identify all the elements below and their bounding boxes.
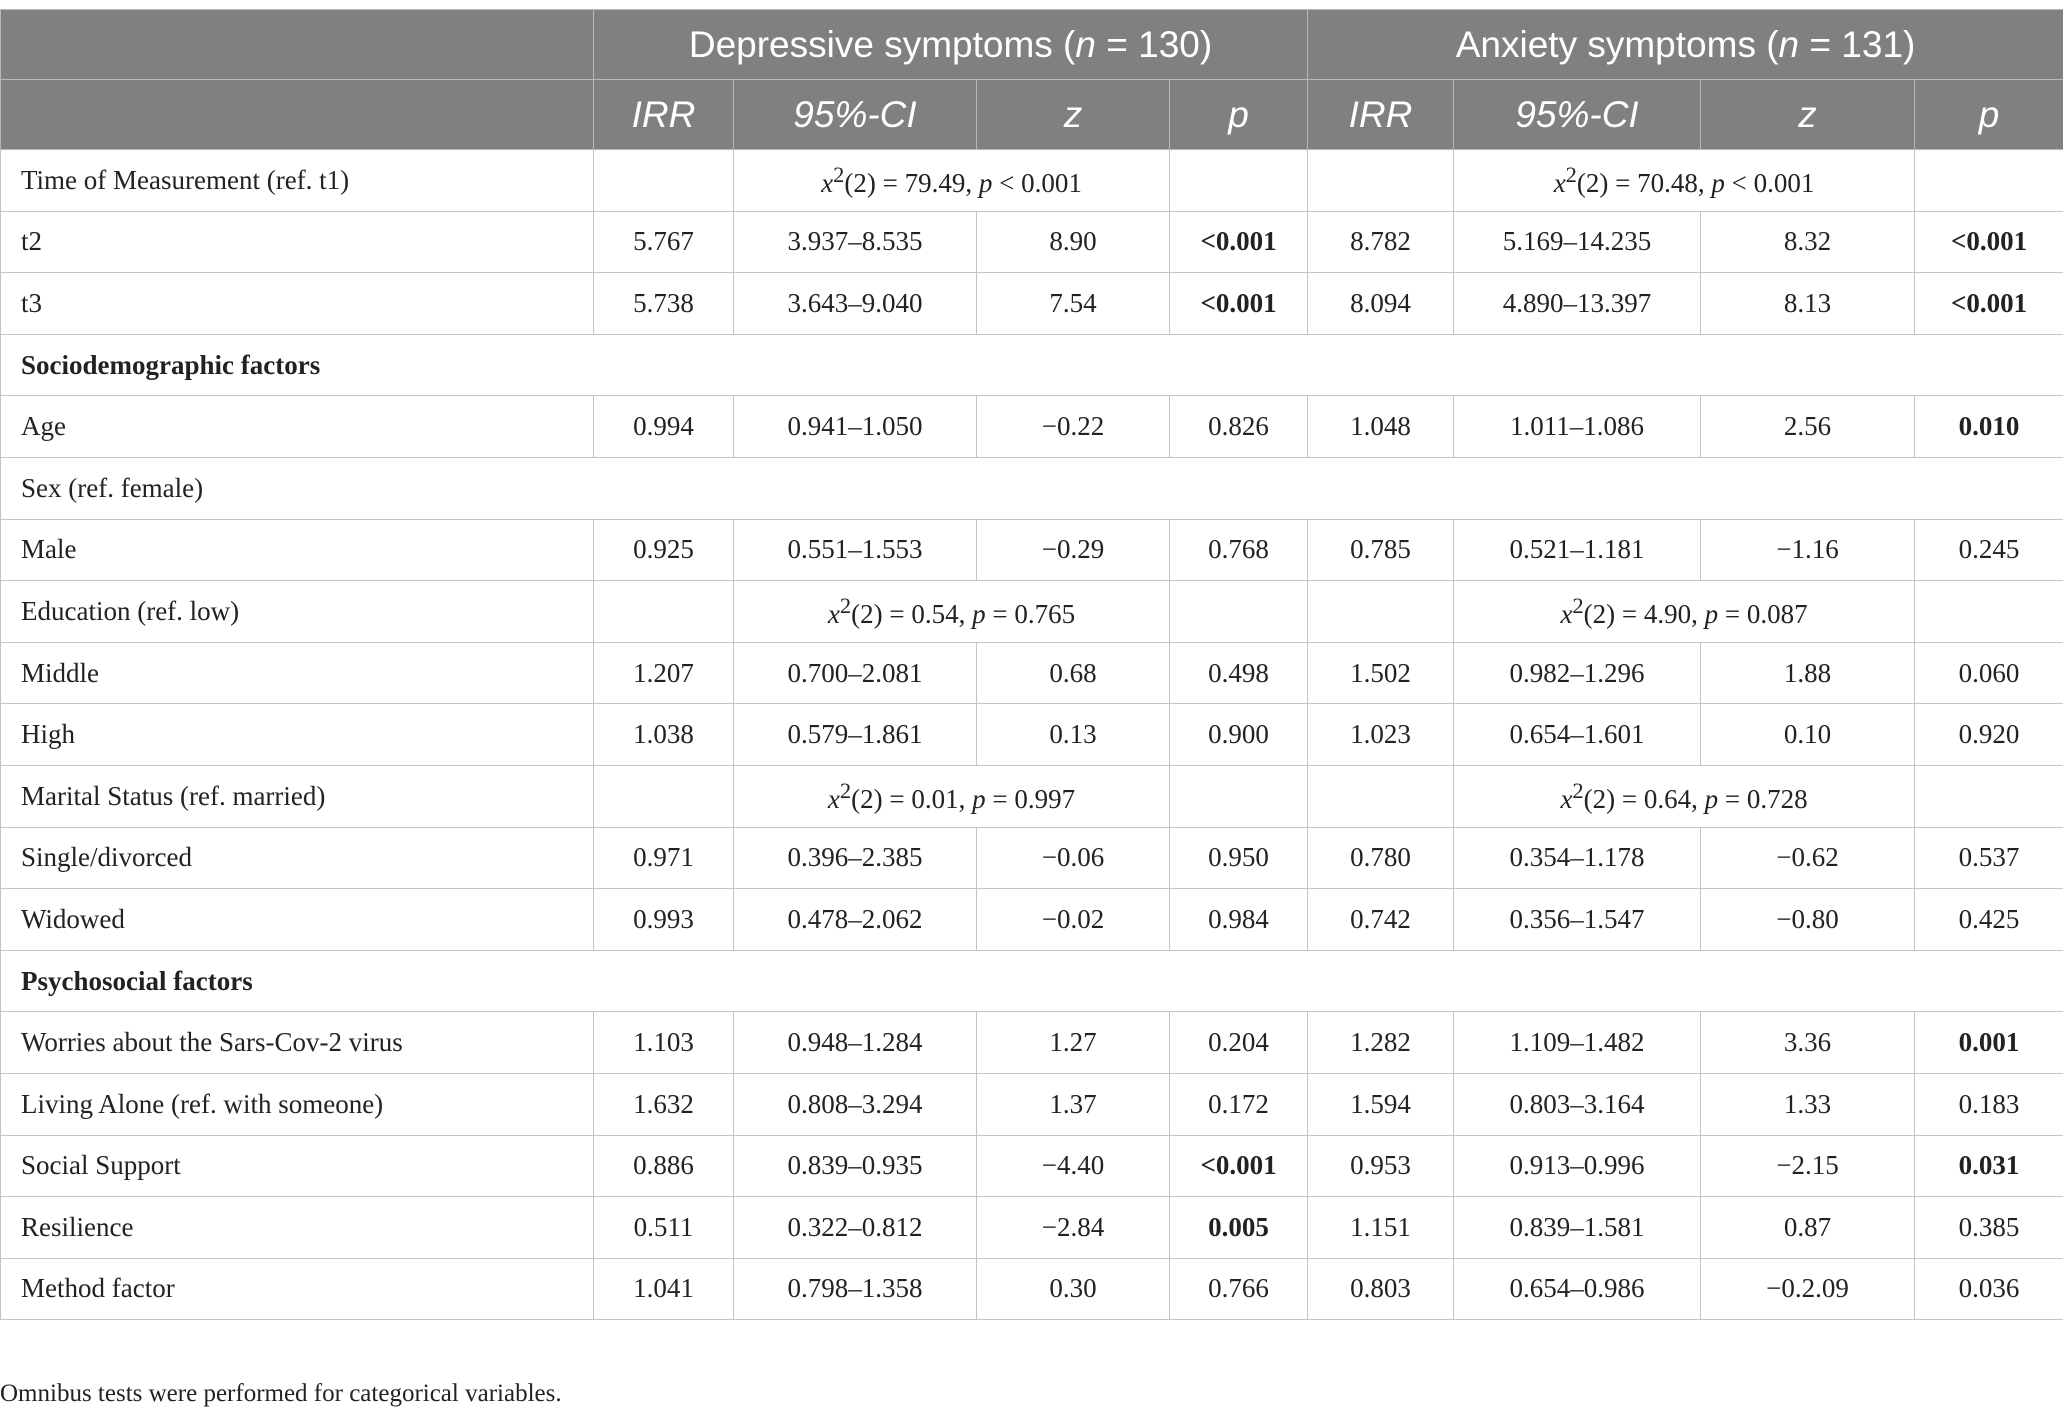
table-row (1, 889, 2063, 951)
table-row (1, 827, 2063, 889)
value-cell: 0.204 (1170, 1012, 1308, 1074)
value-cell: 8.13 (1701, 273, 1915, 335)
value-cell: −0.06 (977, 827, 1170, 889)
value-cell: <0.001 (1915, 211, 2063, 273)
value-cell: 0.808–3.294 (734, 1073, 977, 1135)
col-header-irr: IRR (1308, 80, 1454, 150)
value-cell: 0.984 (1170, 889, 1308, 951)
value-cell: 1.109–1.482 (1454, 1012, 1701, 1074)
row-label: Living Alone (ref. with someone) (1, 1073, 594, 1135)
omnibus-test-anxiety (1454, 581, 1915, 643)
p-symbol: p (972, 598, 986, 629)
value-cell: 0.396–2.385 (734, 827, 977, 889)
value-cell: 1.038 (594, 704, 734, 766)
value-cell: 8.782 (1308, 211, 1454, 273)
chi-square-symbol: x (1553, 167, 1566, 198)
row-label: Education (ref. low) (1, 581, 594, 643)
chi-square-value: (2) = 79.49, (844, 167, 979, 198)
empty-cell (1308, 150, 1454, 212)
row-label: High (1, 704, 594, 766)
value-cell: 3.643–9.040 (734, 273, 977, 335)
value-cell: 0.172 (1170, 1073, 1308, 1135)
table-row (1, 457, 2063, 519)
value-cell: 0.826 (1170, 396, 1308, 458)
value-cell: 0.68 (977, 642, 1170, 704)
col-header-irr: IRR (594, 80, 734, 150)
table-row (1, 765, 2063, 827)
value-cell: −0.29 (977, 519, 1170, 581)
chi-square-symbol: x (827, 783, 840, 814)
value-cell: <0.001 (1170, 211, 1308, 273)
table-footnote: Omnibus tests were performed for categorical variables. (0, 1380, 562, 1407)
p-value: = 0.087 (1718, 598, 1808, 629)
value-cell: 0.913–0.996 (1454, 1135, 1701, 1197)
value-cell: −0.02 (977, 889, 1170, 951)
anxiety-group-header: Anxiety symptoms (n = 131) (1308, 10, 2063, 80)
chi-square-symbol: x (1560, 598, 1573, 629)
omnibus-test-depressive (734, 765, 1170, 827)
value-cell: <0.001 (1170, 273, 1308, 335)
value-cell: 1.207 (594, 642, 734, 704)
table-body (1, 150, 2063, 1320)
value-cell: 0.948–1.284 (734, 1012, 977, 1074)
col-header-z: z (1701, 80, 1915, 150)
omnibus-test-depressive (734, 581, 1170, 643)
p-value: = 0.997 (985, 783, 1076, 814)
chi-square-symbol: x (827, 598, 840, 629)
value-cell: 8.32 (1701, 211, 1915, 273)
table-row (1, 581, 2063, 643)
value-cell: 0.060 (1915, 642, 2063, 704)
value-cell: 0.356–1.547 (1454, 889, 1701, 951)
value-cell: −2.15 (1701, 1135, 1915, 1197)
value-cell: 1.33 (1701, 1073, 1915, 1135)
value-cell: 0.768 (1170, 519, 1308, 581)
empty-cell (1915, 581, 2063, 643)
value-cell: 0.780 (1308, 827, 1454, 889)
value-cell: 0.13 (977, 704, 1170, 766)
value-cell: 7.54 (977, 273, 1170, 335)
chi-square-exponent: 2 (1572, 777, 1584, 803)
table-row (1, 704, 2063, 766)
empty-cell (1308, 765, 1454, 827)
value-cell: 3.36 (1701, 1012, 1915, 1074)
value-cell: −0.22 (977, 396, 1170, 458)
value-cell: 0.993 (594, 889, 734, 951)
value-cell: 0.742 (1308, 889, 1454, 951)
value-cell: −1.16 (1701, 519, 1915, 581)
table-row (1, 211, 2063, 273)
value-cell: 1.632 (594, 1073, 734, 1135)
value-cell: 0.798–1.358 (734, 1258, 977, 1320)
value-cell: 0.010 (1915, 396, 2063, 458)
value-cell: 0.654–1.601 (1454, 704, 1701, 766)
value-cell: −0.2.09 (1701, 1258, 1915, 1320)
empty-cell (1915, 765, 2063, 827)
p-symbol: p (978, 167, 993, 198)
value-cell: 2.56 (1701, 396, 1915, 458)
table-row (1, 1258, 2063, 1320)
value-cell: 0.941–1.050 (734, 396, 977, 458)
value-cell: 0.950 (1170, 827, 1308, 889)
value-cell: 0.920 (1915, 704, 2063, 766)
empty-cell (1170, 581, 1308, 643)
chi-square-exponent: 2 (1572, 592, 1584, 618)
group-header-row (1, 10, 2063, 80)
p-symbol: p (1711, 167, 1725, 198)
empty-header-cell (1, 10, 594, 80)
value-cell: 0.537 (1915, 827, 2063, 889)
value-cell: 1.27 (977, 1012, 1170, 1074)
value-cell: 5.738 (594, 273, 734, 335)
results-table (0, 9, 2063, 1320)
p-value: < 0.001 (992, 167, 1082, 198)
empty-cell (594, 765, 734, 827)
empty-cell (1915, 150, 2063, 212)
table-row (1, 642, 2063, 704)
value-cell: 0.785 (1308, 519, 1454, 581)
value-cell: 0.385 (1915, 1197, 2063, 1259)
chi-square-symbol: x (821, 167, 834, 198)
value-cell: 5.767 (594, 211, 734, 273)
value-cell: 8.094 (1308, 273, 1454, 335)
value-cell: 1.011–1.086 (1454, 396, 1701, 458)
empty-cell (1170, 150, 1308, 212)
value-cell: 0.579–1.861 (734, 704, 977, 766)
value-cell: 1.041 (594, 1258, 734, 1320)
value-cell: 0.322–0.812 (734, 1197, 977, 1259)
empty-cell (594, 581, 734, 643)
p-value: < 0.001 (1724, 167, 1815, 198)
row-label: Age (1, 396, 594, 458)
col-header-ci: 95%-CI (1454, 80, 1701, 150)
p-value: = 0.765 (985, 598, 1076, 629)
value-cell: 0.700–2.081 (734, 642, 977, 704)
value-cell: 0.654–0.986 (1454, 1258, 1701, 1320)
col-header-ci: 95%-CI (734, 80, 977, 150)
value-cell: 0.971 (594, 827, 734, 889)
value-cell: 0.994 (594, 396, 734, 458)
chi-square-exponent: 2 (839, 592, 852, 618)
value-cell: 1.048 (1308, 396, 1454, 458)
value-cell: 1.023 (1308, 704, 1454, 766)
omnibus-test-anxiety (1454, 765, 1915, 827)
value-cell: 1.37 (977, 1073, 1170, 1135)
table-row (1, 334, 2063, 396)
omnibus-test-anxiety (1454, 150, 1915, 212)
value-cell: 0.839–0.935 (734, 1135, 977, 1197)
value-cell: 0.478–2.062 (734, 889, 977, 951)
value-cell: 0.766 (1170, 1258, 1308, 1320)
chi-square-symbol: x (1560, 783, 1573, 814)
p-value: = 0.728 (1718, 783, 1808, 814)
value-cell: 0.87 (1701, 1197, 1915, 1259)
value-cell: −0.80 (1701, 889, 1915, 951)
value-cell: 0.900 (1170, 704, 1308, 766)
value-cell: 0.498 (1170, 642, 1308, 704)
row-label: Single/divorced (1, 827, 594, 889)
row-label: Psychosocial factors (1, 950, 2063, 1012)
value-cell: 5.169–14.235 (1454, 211, 1701, 273)
table-row (1, 519, 2063, 581)
p-symbol: p (1704, 783, 1719, 814)
value-cell: 0.511 (594, 1197, 734, 1259)
value-cell: 0.982–1.296 (1454, 642, 1701, 704)
value-cell: 1.151 (1308, 1197, 1454, 1259)
value-cell: 0.031 (1915, 1135, 2063, 1197)
subheader-row (1, 80, 2063, 150)
table-row (1, 396, 2063, 458)
col-header-p: p (1170, 80, 1308, 150)
value-cell: 0.005 (1170, 1197, 1308, 1259)
chi-square-exponent: 2 (833, 161, 845, 187)
empty-cell (1170, 765, 1308, 827)
row-label: Marital Status (ref. married) (1, 765, 594, 827)
value-cell: 3.937–8.535 (734, 211, 977, 273)
chi-square-value: (2) = 0.54, (851, 598, 973, 629)
empty-cell (1308, 581, 1454, 643)
depressive-group-header: Depressive symptoms (n = 130) (594, 10, 1308, 80)
table-row (1, 1135, 2063, 1197)
value-cell: 8.90 (977, 211, 1170, 273)
row-label: Sex (ref. female) (1, 457, 2063, 519)
value-cell: 0.354–1.178 (1454, 827, 1701, 889)
row-label: Male (1, 519, 594, 581)
value-cell: 0.183 (1915, 1073, 2063, 1135)
row-label: Time of Measurement (ref. t1) (1, 150, 594, 212)
p-symbol: p (972, 783, 986, 814)
empty-cell (594, 150, 734, 212)
table-row (1, 1073, 2063, 1135)
value-cell: −0.62 (1701, 827, 1915, 889)
table-row (1, 150, 2063, 212)
row-label: Widowed (1, 889, 594, 951)
value-cell: 1.103 (594, 1012, 734, 1074)
value-cell: 1.594 (1308, 1073, 1454, 1135)
p-symbol: p (1704, 598, 1719, 629)
value-cell: 1.502 (1308, 642, 1454, 704)
value-cell: 0.925 (594, 519, 734, 581)
omnibus-test-depressive (734, 150, 1170, 212)
row-label: Middle (1, 642, 594, 704)
table-row (1, 273, 2063, 335)
value-cell: 0.953 (1308, 1135, 1454, 1197)
chi-square-exponent: 2 (1565, 161, 1577, 187)
row-label: Social Support (1, 1135, 594, 1197)
value-cell: 0.551–1.553 (734, 519, 977, 581)
chi-square-value: (2) = 70.48, (1576, 167, 1712, 198)
row-label: Worries about the Sars-Cov-2 virus (1, 1012, 594, 1074)
value-cell: 0.886 (594, 1135, 734, 1197)
value-cell: 0.521–1.181 (1454, 519, 1701, 581)
value-cell: 4.890–13.397 (1454, 273, 1701, 335)
value-cell: −4.40 (977, 1135, 1170, 1197)
value-cell: 0.10 (1701, 704, 1915, 766)
chi-square-exponent: 2 (839, 777, 852, 803)
empty-subheader-cell (1, 80, 594, 150)
value-cell: 0.803–3.164 (1454, 1073, 1701, 1135)
table-row (1, 1012, 2063, 1074)
value-cell: −2.84 (977, 1197, 1170, 1259)
value-cell: 0.803 (1308, 1258, 1454, 1320)
value-cell: 0.30 (977, 1258, 1170, 1320)
col-header-z: z (977, 80, 1170, 150)
value-cell: 0.036 (1915, 1258, 2063, 1320)
value-cell: <0.001 (1170, 1135, 1308, 1197)
value-cell: <0.001 (1915, 273, 2063, 335)
table-row (1, 1197, 2063, 1259)
value-cell: 1.88 (1701, 642, 1915, 704)
value-cell: 1.282 (1308, 1012, 1454, 1074)
row-label: Resilience (1, 1197, 594, 1259)
value-cell: 0.839–1.581 (1454, 1197, 1701, 1259)
row-label: Sociodemographic factors (1, 334, 2063, 396)
chi-square-value: (2) = 0.64, (1583, 783, 1705, 814)
table-row (1, 950, 2063, 1012)
row-label: Method factor (1, 1258, 594, 1320)
value-cell: 0.245 (1915, 519, 2063, 581)
value-cell: 0.001 (1915, 1012, 2063, 1074)
value-cell: 0.425 (1915, 889, 2063, 951)
chi-square-value: (2) = 4.90, (1583, 598, 1705, 629)
row-label: t3 (1, 273, 594, 335)
chi-square-value: (2) = 0.01, (851, 783, 973, 814)
col-header-p: p (1915, 80, 2063, 150)
row-label: t2 (1, 211, 594, 273)
